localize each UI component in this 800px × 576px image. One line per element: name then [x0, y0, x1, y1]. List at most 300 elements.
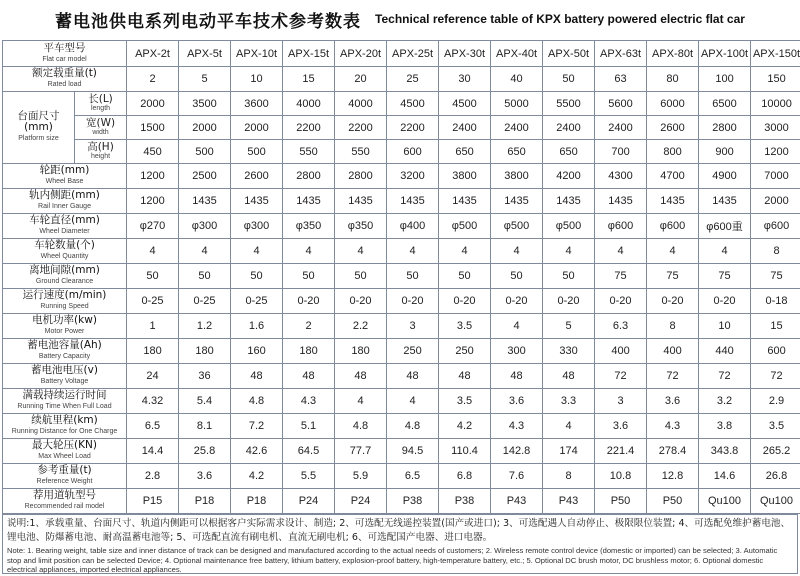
row-label-rated-load	[3, 67, 127, 92]
notes-chinese: 说明:1、承载重量、台面尺寸、轨道内侧距可以根据客户实际需求设计、制造; 2、可选配无线遥控装置(国产或进口); 3、可选配遇人自动停止、极限限位装置; 4、可选配免维护蓄电池、锂电池、防爆蓄电池、耐高温蓄电池等; 5、可选配直流有刷电机、直流无刷电机; 6、可选配国产电器、进口电器。	[7, 518, 791, 543]
table-cell: 1500	[127, 116, 179, 140]
table-cell: 221.4	[595, 439, 647, 464]
row-label-battery-cap-cn: 蓄电池容量(Ah)	[27, 339, 102, 351]
spec-table	[2, 40, 800, 514]
table-cell: 3	[595, 389, 647, 414]
table-cell: 50	[439, 264, 491, 289]
table-cell: 180	[179, 339, 231, 364]
row-label-motor-cn: 电机功率(kw)	[32, 314, 97, 326]
table-cell: 2800	[699, 116, 751, 140]
table-cell: 1435	[543, 189, 595, 214]
table-cell: 4.3	[491, 414, 543, 439]
table-cell: 0-25	[179, 289, 231, 314]
table-cell: 0-20	[387, 289, 439, 314]
table-cell: P15	[127, 489, 179, 514]
table-cell: 160	[231, 339, 283, 364]
table-cell: φ350	[283, 214, 335, 239]
model-header-cell: APX-63t	[595, 41, 647, 67]
table-cell: 0-20	[491, 289, 543, 314]
table-cell: 2200	[387, 116, 439, 140]
row-label-rated-load-en: Rated load	[47, 81, 82, 88]
table-cell: 3200	[387, 164, 439, 189]
table-cell: 4	[543, 239, 595, 264]
spec-table-body	[3, 41, 800, 514]
row-label-motor	[3, 314, 127, 339]
row-label-battery-volt-cn: 蓄电池电压(v)	[31, 364, 98, 376]
table-cell: 400	[595, 339, 647, 364]
model-header-cell: APX-30t	[439, 41, 491, 67]
table-cell: 900	[699, 140, 751, 164]
table-cell: 8.1	[179, 414, 231, 439]
table-cell: 6500	[699, 92, 751, 116]
table-cell: 4.3	[647, 414, 699, 439]
table-cell: 3000	[751, 116, 800, 140]
table-cell: Qu100	[751, 489, 800, 514]
table-cell: φ600	[595, 214, 647, 239]
table-cell: 4	[335, 389, 387, 414]
table-cell: 4000	[335, 92, 387, 116]
table-cell: 14.4	[127, 439, 179, 464]
row-label-platform-size	[3, 92, 75, 164]
width-cn: 宽(W)	[85, 116, 116, 129]
table-cell: 50	[179, 264, 231, 289]
table-cell: 1435	[439, 189, 491, 214]
table-cell: 1435	[595, 189, 647, 214]
model-label-en: Flat car model	[42, 55, 87, 63]
table-cell: 2	[283, 314, 335, 339]
table-cell: 48	[335, 364, 387, 389]
table-cell: 4900	[699, 164, 751, 189]
table-cell: 3800	[439, 164, 491, 189]
row-label-rated-load-cn: 额定载重量(t)	[32, 67, 97, 79]
table-cell: 1435	[699, 189, 751, 214]
table-cell: 4.3	[283, 389, 335, 414]
row-label-battery-volt-en: Battery Voltage	[40, 378, 89, 385]
table-cell: 700	[595, 140, 647, 164]
table-cell: 25	[387, 67, 439, 92]
table-cell: 48	[439, 364, 491, 389]
table-cell: 3.5	[439, 314, 491, 339]
row-label-wheel-base-cn: 轮距(mm)	[39, 164, 90, 176]
table-cell: Qu100	[699, 489, 751, 514]
row-label-clearance	[3, 264, 127, 289]
table-cell: 330	[543, 339, 595, 364]
table-cell: P18	[179, 489, 231, 514]
table-cell: 94.5	[387, 439, 439, 464]
table-cell: 300	[491, 339, 543, 364]
table-cell: 2400	[595, 116, 647, 140]
table-cell: 4	[335, 239, 387, 264]
table-cell: 5000	[491, 92, 543, 116]
table-cell: 4	[699, 239, 751, 264]
table-cell: 6.5	[387, 464, 439, 489]
table-cell: 3.5	[439, 389, 491, 414]
table-cell: 10	[231, 67, 283, 92]
length-cn: 长(L)	[88, 92, 113, 105]
table-row	[3, 314, 800, 339]
table-cell: 3.5	[751, 414, 800, 439]
table-cell: 2600	[231, 164, 283, 189]
table-cell: 20	[335, 67, 387, 92]
table-cell: 2200	[335, 116, 387, 140]
table-cell: 0-20	[439, 289, 491, 314]
platform-size-cn: 台面尺寸	[17, 110, 60, 122]
table-cell: 1.2	[179, 314, 231, 339]
table-cell: 100	[699, 67, 751, 92]
table-cell: 5	[179, 67, 231, 92]
table-cell: 72	[751, 364, 800, 389]
table-cell: 10.8	[595, 464, 647, 489]
table-cell: 2600	[647, 116, 699, 140]
table-cell: φ600	[751, 214, 800, 239]
height-cn: 高(H)	[87, 140, 114, 153]
table-cell: 26.8	[751, 464, 800, 489]
table-cell: 10	[699, 314, 751, 339]
table-cell: 64.5	[283, 439, 335, 464]
model-label-cn: 平车型号	[43, 41, 86, 54]
table-row	[3, 264, 800, 289]
row-label-wheel-qty-en: Wheel Quantity	[40, 253, 89, 260]
table-cell: 440	[699, 339, 751, 364]
table-cell: 174	[543, 439, 595, 464]
table-row	[3, 214, 800, 239]
table-cell: 1200	[127, 164, 179, 189]
table-cell: φ600	[647, 214, 699, 239]
table-cell: 6.8	[439, 464, 491, 489]
table-cell: φ400	[387, 214, 439, 239]
row-label-rail-model-en: Recommended rail model	[24, 503, 105, 510]
table-cell: 1435	[231, 189, 283, 214]
table-cell: 72	[595, 364, 647, 389]
height-en: height	[90, 152, 111, 160]
table-cell: 5600	[595, 92, 647, 116]
row-label-speed-en: Running Speed	[40, 303, 89, 310]
table-cell: 343.8	[699, 439, 751, 464]
row-label-rail-gauge	[3, 189, 127, 214]
table-cell: φ300	[231, 214, 283, 239]
model-header-cell: APX-40t	[491, 41, 543, 67]
table-cell: P50	[595, 489, 647, 514]
model-header-cell: APX-15t	[283, 41, 335, 67]
table-cell: 6.5	[127, 414, 179, 439]
table-cell: 4	[491, 314, 543, 339]
table-cell: 48	[491, 364, 543, 389]
table-cell: 2400	[491, 116, 543, 140]
table-cell: 250	[387, 339, 439, 364]
model-header-cell: APX-10t	[231, 41, 283, 67]
table-cell: 2400	[543, 116, 595, 140]
table-cell: 550	[283, 140, 335, 164]
table-cell: 5	[543, 314, 595, 339]
table-cell: 0-20	[699, 289, 751, 314]
table-cell: 75	[647, 264, 699, 289]
table-cell: 3.3	[543, 389, 595, 414]
row-label-clearance-en: Ground Clearance	[35, 278, 94, 285]
table-cell: 4700	[647, 164, 699, 189]
table-cell: 4	[387, 389, 439, 414]
page-title	[0, 0, 800, 38]
table-cell: 2500	[179, 164, 231, 189]
table-cell: 0-18	[751, 289, 800, 314]
row-label-height	[75, 140, 127, 164]
table-cell: 0-25	[127, 289, 179, 314]
table-cell: 5.5	[283, 464, 335, 489]
table-cell: 3.6	[595, 414, 647, 439]
table-row	[3, 389, 800, 414]
model-header-cell: APX-150t	[751, 41, 800, 67]
table-cell: P43	[543, 489, 595, 514]
table-cell: 3.8	[699, 414, 751, 439]
table-cell: 265.2	[751, 439, 800, 464]
row-label-ref-weight-en: Reference Weight	[36, 478, 93, 485]
model-header-label	[3, 41, 127, 67]
table-cell: φ600重	[699, 214, 751, 239]
table-cell: P24	[283, 489, 335, 514]
row-label-rail-gauge-en: Rail Inner Gauge	[38, 203, 91, 210]
row-label-max-wheel-load	[3, 439, 127, 464]
table-cell: 180	[127, 339, 179, 364]
table-cell: φ270	[127, 214, 179, 239]
table-cell: 150	[751, 67, 800, 92]
table-cell: 2800	[283, 164, 335, 189]
table-cell: 4	[387, 239, 439, 264]
table-row	[3, 414, 800, 439]
table-cell: 4	[543, 414, 595, 439]
table-cell: 180	[335, 339, 387, 364]
table-cell: 3	[387, 314, 439, 339]
table-cell: 6.3	[595, 314, 647, 339]
table-cell: 3.6	[179, 464, 231, 489]
row-label-distance	[3, 414, 127, 439]
table-cell: 2400	[439, 116, 491, 140]
table-cell: 75	[699, 264, 751, 289]
row-label-battery-volt	[3, 364, 127, 389]
table-cell: 50	[127, 264, 179, 289]
row-label-distance-en: Running Distance for One Charge	[11, 428, 118, 435]
platform-size-en: Platform size	[18, 135, 59, 142]
row-label-full-load-time-cn: 满载持续运行时间	[22, 389, 107, 401]
table-cell: 4	[595, 239, 647, 264]
table-cell: 650	[491, 140, 543, 164]
table-cell: φ500	[491, 214, 543, 239]
table-cell: P43	[491, 489, 543, 514]
platform-size-unit: (mm)	[24, 121, 53, 133]
table-cell: 142.8	[491, 439, 543, 464]
table-cell: 2000	[231, 116, 283, 140]
table-row	[3, 239, 800, 264]
row-label-wheel-base-en: Wheel Base	[45, 178, 84, 185]
table-cell: 4	[647, 239, 699, 264]
row-label-rail-gauge-cn: 轨内侧距(mm)	[29, 189, 100, 201]
table-cell: 0-20	[543, 289, 595, 314]
notes-box	[2, 514, 798, 574]
table-row	[3, 364, 800, 389]
table-cell: 278.4	[647, 439, 699, 464]
table-cell: 3800	[491, 164, 543, 189]
table-cell: 2200	[283, 116, 335, 140]
table-cell: 72	[647, 364, 699, 389]
row-label-rail-model-cn: 荐用道轨型号	[33, 489, 96, 501]
table-cell: 2	[127, 67, 179, 92]
table-cell: 4	[439, 239, 491, 264]
table-cell: 4.2	[231, 464, 283, 489]
table-cell: 3.6	[647, 389, 699, 414]
row-label-speed-cn: 运行速度(m/min)	[22, 289, 107, 301]
table-cell: 1435	[387, 189, 439, 214]
table-cell: 48	[387, 364, 439, 389]
table-row	[3, 289, 800, 314]
header-row	[3, 41, 800, 67]
table-cell: 4	[283, 239, 335, 264]
table-cell: φ350	[335, 214, 387, 239]
table-cell: 0-20	[647, 289, 699, 314]
table-cell: 50	[543, 264, 595, 289]
table-cell: 500	[179, 140, 231, 164]
table-row	[3, 439, 800, 464]
length-en: length	[90, 104, 111, 112]
model-header-cell: APX-20t	[335, 41, 387, 67]
title-english: Technical reference table of KPX battery powered electric flat car	[375, 12, 745, 26]
table-cell: 8	[647, 314, 699, 339]
table-cell: 42.6	[231, 439, 283, 464]
table-cell: 4.8	[387, 414, 439, 439]
table-cell: 1435	[179, 189, 231, 214]
table-cell: 1200	[751, 140, 800, 164]
table-cell: 4.32	[127, 389, 179, 414]
table-row	[3, 116, 800, 140]
table-cell: 0-20	[595, 289, 647, 314]
table-row	[3, 489, 800, 514]
table-cell: 650	[439, 140, 491, 164]
table-cell: P50	[647, 489, 699, 514]
table-cell: 2000	[179, 116, 231, 140]
table-cell: 4.8	[335, 414, 387, 439]
row-label-wheel-dia	[3, 214, 127, 239]
table-cell: 1.6	[231, 314, 283, 339]
table-cell: 1435	[491, 189, 543, 214]
table-cell: 3.6	[491, 389, 543, 414]
row-label-battery-cap	[3, 339, 127, 364]
table-cell: 25.8	[179, 439, 231, 464]
table-cell: 6000	[647, 92, 699, 116]
table-cell: 110.4	[439, 439, 491, 464]
table-cell: 3.2	[699, 389, 751, 414]
table-cell: 48	[231, 364, 283, 389]
table-cell: 30	[439, 67, 491, 92]
table-cell: 80	[647, 67, 699, 92]
table-cell: 7.6	[491, 464, 543, 489]
table-cell: 72	[699, 364, 751, 389]
table-cell: 1435	[647, 189, 699, 214]
table-row	[3, 92, 800, 116]
row-label-ref-weight	[3, 464, 127, 489]
table-cell: 24	[127, 364, 179, 389]
row-label-ref-weight-cn: 参考重量(t)	[37, 464, 92, 476]
table-cell: 75	[751, 264, 800, 289]
table-cell: 5500	[543, 92, 595, 116]
table-cell: P38	[439, 489, 491, 514]
table-cell: 550	[335, 140, 387, 164]
table-cell: 4	[231, 239, 283, 264]
row-label-wheel-base	[3, 164, 127, 189]
row-label-full-load-time-en: Running Time When Full Load	[17, 403, 112, 410]
table-cell: 14.6	[699, 464, 751, 489]
row-label-max-wheel-load-en: Max Wheel Load	[38, 453, 91, 460]
model-header-cell: APX-50t	[543, 41, 595, 67]
table-cell: 50	[387, 264, 439, 289]
table-cell: 5.4	[179, 389, 231, 414]
table-cell: P24	[335, 489, 387, 514]
table-cell: 0-25	[231, 289, 283, 314]
row-label-max-wheel-load-cn: 最大轮压(KN)	[32, 439, 97, 451]
table-cell: 2800	[335, 164, 387, 189]
table-cell: P38	[387, 489, 439, 514]
table-cell: 40	[491, 67, 543, 92]
table-cell: 3600	[231, 92, 283, 116]
table-cell: 4500	[439, 92, 491, 116]
table-cell: 4200	[543, 164, 595, 189]
table-cell: 180	[283, 339, 335, 364]
row-label-clearance-cn: 离地间隙(mm)	[29, 264, 100, 276]
table-cell: 8	[751, 239, 800, 264]
table-cell: 3500	[179, 92, 231, 116]
table-cell: 5.9	[335, 464, 387, 489]
table-cell: 36	[179, 364, 231, 389]
table-row	[3, 189, 800, 214]
table-cell: 2.8	[127, 464, 179, 489]
table-cell: 48	[283, 364, 335, 389]
table-cell: 8	[543, 464, 595, 489]
table-cell: 600	[387, 140, 439, 164]
table-row	[3, 164, 800, 189]
row-label-battery-cap-en: Battery Capacity	[38, 353, 91, 360]
table-cell: 0-20	[283, 289, 335, 314]
table-cell: 75	[595, 264, 647, 289]
width-en: width	[92, 128, 109, 136]
model-header-cell: APX-5t	[179, 41, 231, 67]
row-label-speed	[3, 289, 127, 314]
table-cell: 500	[231, 140, 283, 164]
row-label-length	[75, 92, 127, 116]
table-cell: 10000	[751, 92, 800, 116]
table-cell: 5.1	[283, 414, 335, 439]
table-cell: 50	[231, 264, 283, 289]
notes-english: Note: 1. Bearing weight, table size and inner distance of track can be designed and manufactured according to the actual needs of customers; 2. Wireless remote control device (domestic or imported) can be selected; 3. Automatic stop and limit position can be selected Device; 4. Optional maintenance free battery, lithium battery, explosion-proof battery, high-temperature battery, etc.; 5. Optional DC brush motor, DC brushless motor; 6. Optional domestic electrical appliances, imported electrical appliances.	[7, 546, 778, 574]
table-cell: 250	[439, 339, 491, 364]
table-cell: 15	[283, 67, 335, 92]
table-cell: 2.2	[335, 314, 387, 339]
table-cell: 50	[335, 264, 387, 289]
table-row	[3, 339, 800, 364]
model-header-cell: APX-25t	[387, 41, 439, 67]
title-chinese: 蓄电池供电系列电动平车技术参考数表	[55, 11, 362, 32]
table-cell: 4	[127, 239, 179, 264]
table-cell: 12.8	[647, 464, 699, 489]
table-cell: 50	[283, 264, 335, 289]
table-cell: 7000	[751, 164, 800, 189]
table-cell: 7.2	[231, 414, 283, 439]
table-cell: 800	[647, 140, 699, 164]
table-cell: φ300	[179, 214, 231, 239]
table-cell: 2000	[127, 92, 179, 116]
table-cell: 1435	[335, 189, 387, 214]
row-label-distance-cn: 续航里程(km)	[31, 414, 98, 426]
model-header-cell: APX-100t	[699, 41, 751, 67]
table-cell: φ500	[543, 214, 595, 239]
table-row	[3, 67, 800, 92]
table-cell: P18	[231, 489, 283, 514]
table-cell: 400	[647, 339, 699, 364]
